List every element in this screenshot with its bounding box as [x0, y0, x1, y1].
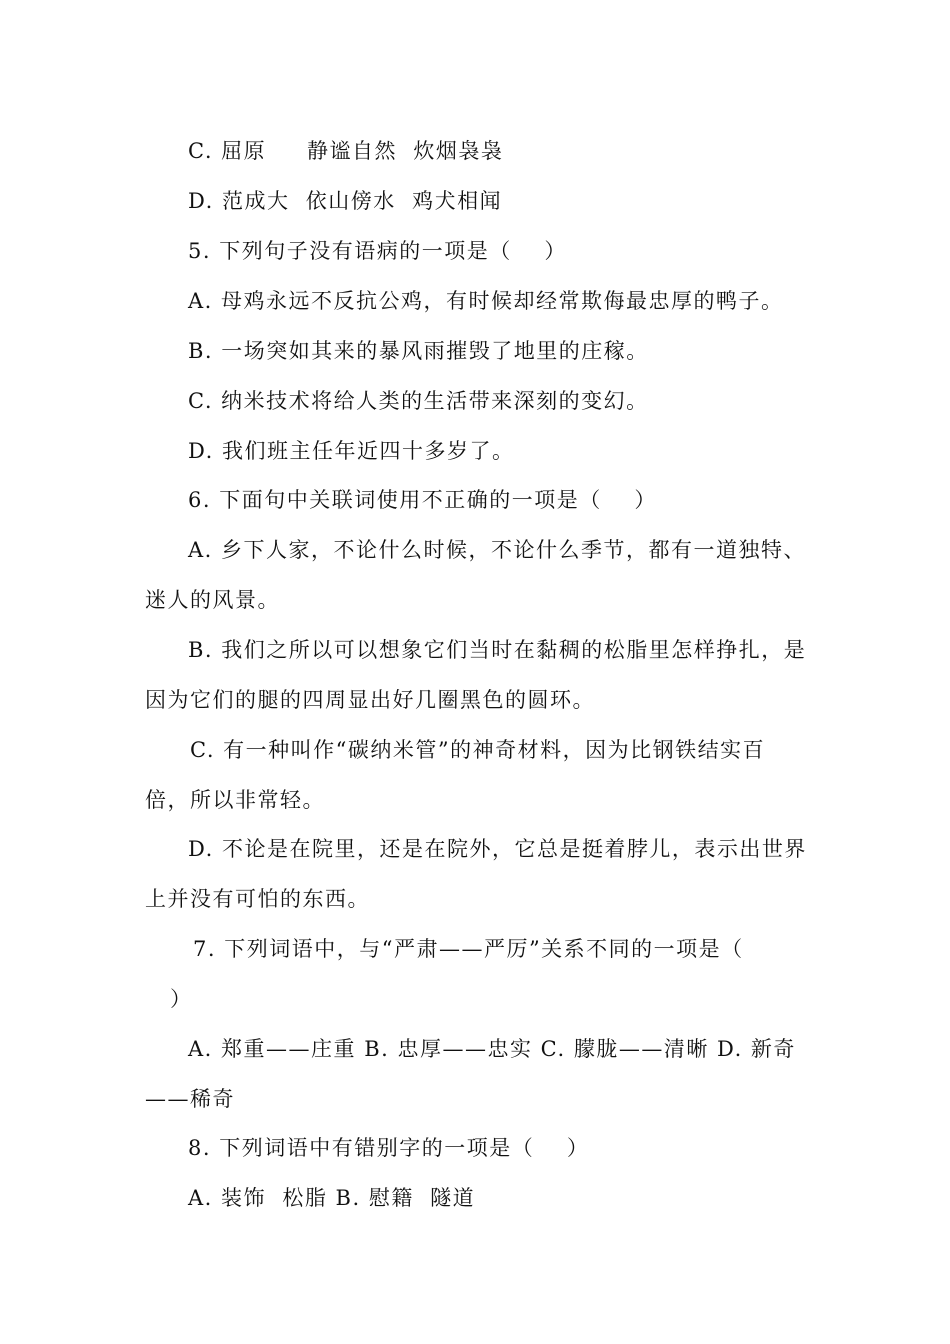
q6-option-c-cont: 倍，所以非常轻。 — [145, 788, 325, 812]
option-d-line: D. 范成大 依山傍水 鸡犬相闻 — [188, 189, 503, 213]
question-7: 7. 下列词语中，与“严肃——严厉”关系不同的一项是（ — [193, 937, 744, 961]
q8-options: A. 装饰 松脂 B. 慰籍 隧道 — [188, 1186, 476, 1210]
q5-option-c: C. 纳米技术将给人类的生活带来深刻的变幻。 — [188, 389, 649, 413]
q6-option-d-cont: 上并没有可怕的东西。 — [145, 887, 370, 911]
q6-option-c: C. 有一种叫作“碳纳米管”的神奇材料，因为比钢铁结实百 — [190, 738, 766, 762]
q7-options: A. 郑重——庄重 B. 忠厚——忠实 C. 朦胧——清晰 D. 新奇 — [188, 1037, 796, 1061]
q6-option-a: A. 乡下人家，不论什么时候，不论什么季节，都有一道独特、 — [188, 538, 807, 562]
question-5: 5. 下列句子没有语病的一项是（ ） — [188, 239, 567, 263]
q6-option-d: D. 不论是在院里，还是在院外，它总是挺着脖儿，表示出世界 — [188, 837, 807, 861]
question-8: 8. 下列词语中有错别字的一项是（ ） — [188, 1136, 590, 1160]
question-6: 6. 下面句中关联词使用不正确的一项是（ ） — [188, 488, 657, 512]
q7-options-cont: ——稀奇 — [145, 1087, 235, 1111]
q6-option-b-cont: 因为它们的腿的四周显出好几圈黑色的圆环。 — [145, 688, 595, 712]
option-c-line: C. 屈原 静谧自然 炊烟袅袅 — [188, 139, 504, 163]
q6-option-b: B. 我们之所以可以想象它们当时在黏稠的松脂里怎样挣扎，是 — [188, 638, 807, 662]
q6-option-a-cont: 迷人的风景。 — [145, 588, 280, 612]
q5-option-b: B. 一场突如其来的暴风雨摧毁了地里的庄稼。 — [188, 339, 649, 363]
q5-option-a: A. 母鸡永远不反抗公鸡，有时候却经常欺侮最忠厚的鸭子。 — [188, 289, 784, 313]
q5-option-d: D. 我们班主任年近四十多岁了。 — [188, 439, 515, 463]
question-7-cont: ） — [170, 987, 193, 1011]
